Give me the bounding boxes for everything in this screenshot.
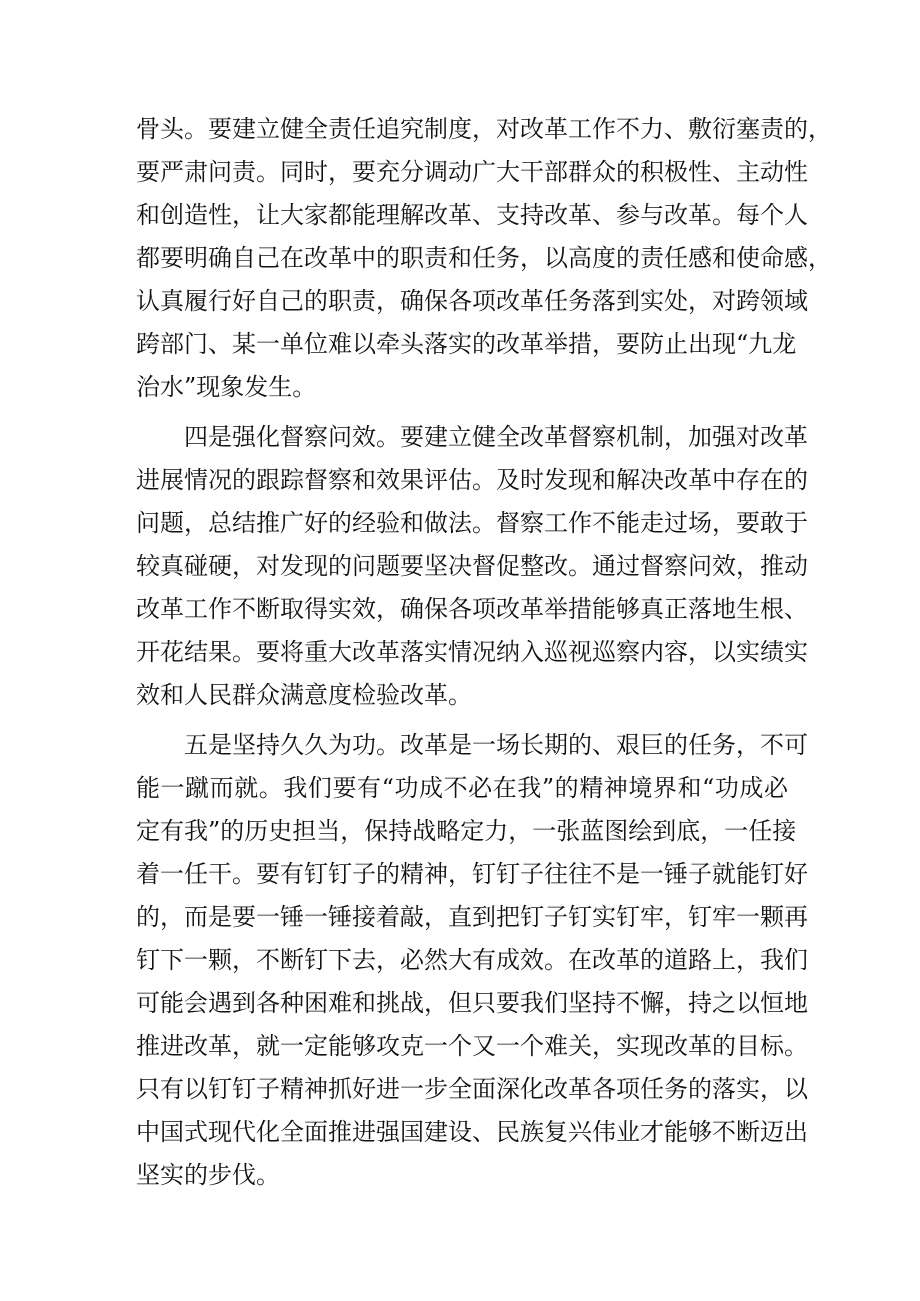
text-line: 钉下一颗，不断钉下去，必然大有成效。在改革的道路上，我们 [136,946,808,974]
paragraph-persistence [136,724,808,1197]
text-line: 都要明确自己在改革中的职责和任务，以高度的责任感和使命感， [136,244,832,272]
text-line: 着一任干。要有钉钉子的精神，钉钉子往往不是一锤子就能钉好 [136,860,808,888]
text-line: 开花结果。要将重大改革落实情况纳入巡视巡察内容，以实绩实 [136,638,808,666]
text-line: 五是坚持久久为功。改革是一场长期的、艰巨的任务，不可 [184,731,808,759]
text-line: 的，而是要一锤一锤接着敲，直到把钉子钉实钉牢，钉牢一颗再 [136,903,808,931]
text-line: 可能会遇到各种困难和挑战，但只要我们坚持不懈，持之以恒地 [136,989,808,1017]
text-line: 进展情况的跟踪督察和效果评估。及时发现和解决改革中存在的 [136,466,808,494]
text-line: 改革工作不断取得实效，确保各项改革举措能够真正落地生根、 [136,595,808,623]
text-line: 坚实的步伐。 [136,1161,280,1189]
text-line: 定有我”的历史担当，保持战略定力，一张蓝图绘到底，一任接 [136,817,797,845]
text-line: 治水”现象发生。 [136,373,317,401]
text-line: 四是强化督察问效。要建立健全改革督察机制，加强对改革 [184,423,808,451]
paragraph-supervision [136,416,808,717]
text-line: 较真碰硬，对发现的问题要坚决督促整改。通过督察问效，推动 [136,552,808,580]
text-line: 跨部门、某一单位难以牵头落实的改革举措，要防止出现“九龙 [136,330,797,358]
paragraph-accountability-continued [136,108,832,409]
text-line: 能一蹴而就。我们要有“功成不必在我”的精神境界和“功成必 [136,774,788,802]
text-line: 认真履行好自己的职责，确保各项改革任务落到实处，对跨领域 [136,287,808,315]
text-line: 只有以钉钉子精神抓好进一步全面深化改革各项任务的落实，以 [136,1075,808,1103]
text-line: 推进改革，就一定能够攻克一个又一个难关，实现改革的目标。 [136,1032,808,1060]
text-line: 骨头。要建立健全责任追究制度，对改革工作不力、敷衍塞责的， [136,115,832,143]
text-line: 和创造性，让大家都能理解改革、支持改革、参与改革。每个人 [136,201,808,229]
document-body [136,108,832,1197]
text-line: 效和人民群众满意度检验改革。 [136,681,472,709]
text-line: 问题，总结推广好的经验和做法。督察工作不能走过场，要敢于 [136,509,808,537]
text-line: 要严肃问责。同时，要充分调动广大干部群众的积极性、主动性 [136,158,808,186]
text-line: 中国式现代化全面推进强国建设、民族复兴伟业才能够不断迈出 [136,1118,808,1146]
